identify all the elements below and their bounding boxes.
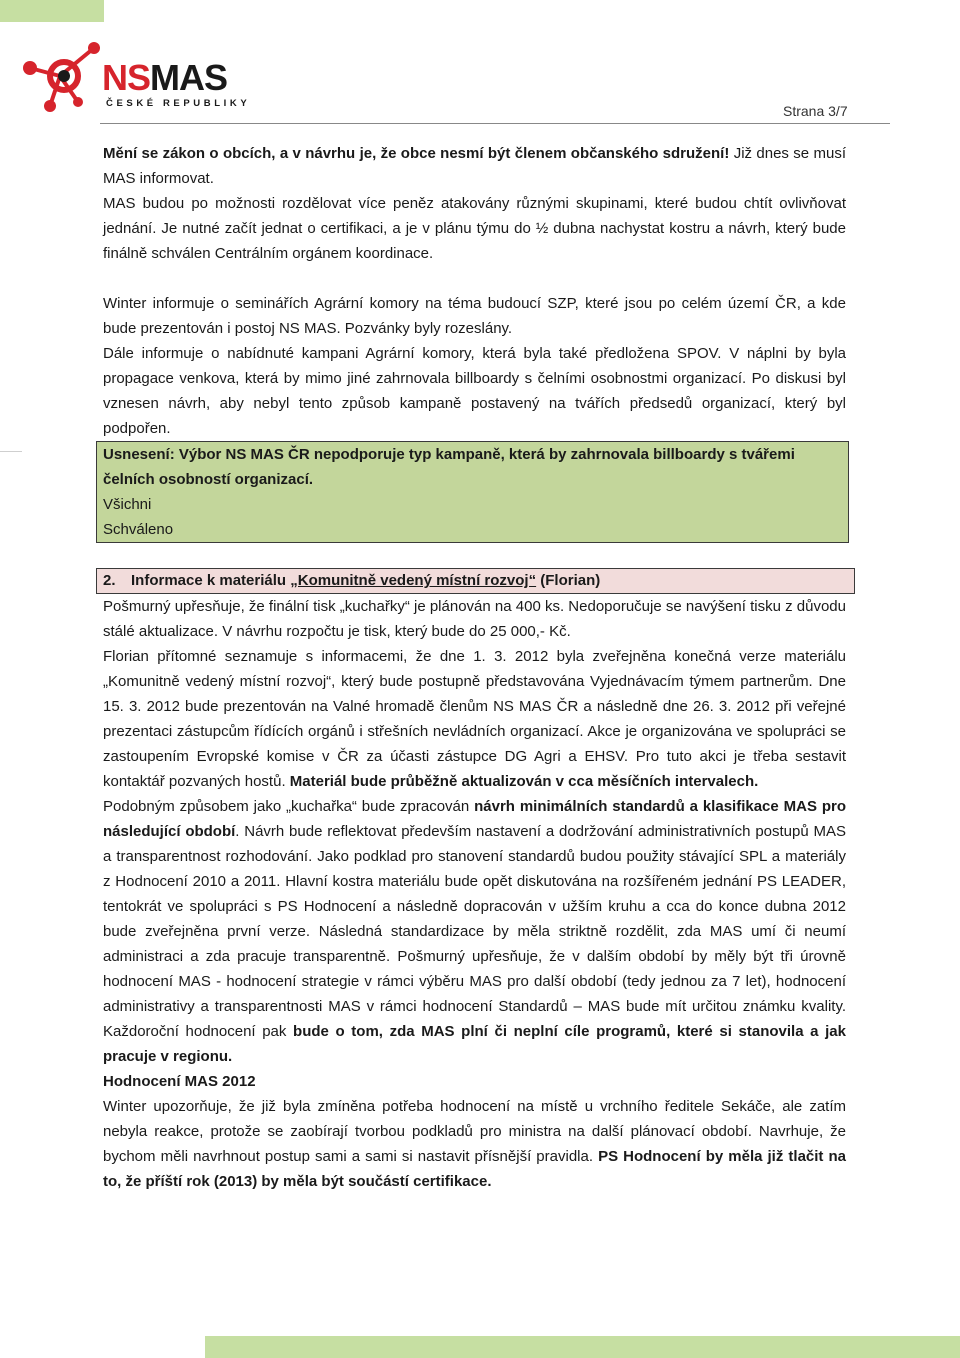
section-number: 2. (103, 572, 116, 589)
paragraph (103, 794, 846, 1069)
footer-accent-bar (205, 1336, 960, 1358)
paragraph-text: . Návrh bude reflektovat především nastavení a dodržování administrativních postupů MAS a transparentnost rozhodování. Jako podklad pro stanovení standardů budou použity stávající SPL a materiály z Hodnocení 2010 a 2011. Hlavní kostra materiálu bude opět diskutována na rozšířeném jednání PS LEADER, tentokrát ve spolupráci s PS Hodnocení a následně dopracován v užším kruhu a cca do konce dubna 2012 bude zveřejněna první verze. Následná standardizace by měla striktně rozdělit, zda MAS umí či neumí administraci a zda pracuje transparentně. Pošmurný upřesňuje, že v dalším období by měly být tři úrovně hodnocení MAS - hodnocení strategie v rámci výběru MAS pro další období (tedy jednou za 7 let), hodnocení administrativy a transparentnosti MAS v rámci hodnocení Standardů – MAS bude mít určitou známku kvality. Každoroční hodnocení pak (103, 823, 846, 1040)
resolution-vote: Všichni (103, 496, 152, 513)
logo-wordmark (102, 57, 228, 98)
subheading-text: Hodnocení MAS 2012 (103, 1073, 256, 1090)
paragraph-text: Florian přítomné seznamuje s informacemi, že dne 1. 3. 2012 byla zveřejněna konečná verze materiálu „Komunitně vedený místní rozvoj“, který bude postupně představována Vyjednávacím týmem partnerům. Dne 15. 3. 2012 bude prezentován na Valné hromadě členům NS MAS ČR a následně dne 26. 3. 2012 při veřejné prezentaci zástupcům řídících orgánů i střešních nevládních organizací. Akce je organizována ve spolupráci se zastoupením Evropské komise v ČR za účasti zástupce DG Agri a EHSV. Pro tuto akci je třeba sestavit kontaktář pozvaných hostů. (103, 648, 846, 790)
logo-subtitle: ČESKÉ REPUBLIKY (106, 98, 251, 109)
paragraph: Winter informuje o seminářích Agrární komory na téma budoucí SZP, které jsou po celém území ČR, a kde bude prezentován i postoj NS MAS. Pozvánky byly rozeslány. (103, 295, 846, 337)
section-heading-box (96, 568, 855, 594)
resolution-result: Schváleno (103, 521, 174, 538)
resolution-box (96, 441, 849, 543)
resolution-text (103, 442, 848, 492)
paragraph: Dále informuje o nabídnuté kampani Agrární komory, která byla také předložena SPOV. V náplni by byla propagace venkova, která by mimo jiné zahrnovala billboardy s čelními osobnostmi organizací. Po diskusi byl vznesen návrh, aby nebyl tento způsob kampaně postavený na tvářích předsedů organizací, který byl podpořen. (103, 345, 846, 437)
logo-mas: MAS (150, 57, 228, 98)
section-title-presenter: (Florian) (536, 572, 601, 589)
paragraph (103, 1094, 846, 1194)
paragraph (103, 644, 846, 794)
document-body (103, 141, 846, 1194)
paragraph-text: Winter upozorňuje, že již byla zmíněna potřeba hodnocení na místě u vrchního ředitele Sekáče, ale zatím nebyla reakce, protože se zaobírají tvorbou podkladů pro ministra na další plánovací období. Navrhuje, že bychom měli navrhnout postup sami a sami si nastavit přísnější pravidla. (103, 1098, 846, 1165)
paragraph-text: Již dnes se musí MAS informovat. (103, 145, 846, 187)
section-title: Informace k materiálu (131, 572, 291, 589)
margin-mark (0, 451, 22, 452)
bold-statement: Mění se zákon o obcích, a v návrhu je, že obce nesmí být členem občanského sdružení! (103, 145, 730, 162)
corner-accent-bar (0, 0, 104, 22)
bold-statement: Materiál bude průběžně aktualizován v cca měsíčních intervalech. (289, 773, 759, 790)
paragraph: Pošmurný upřesňuje, že finální tisk „kuchařky“ je plánován na 400 ks. Nedoporučuje se navýšení tisku z důvodu stálé aktualizace. V návrhu rozpočtu je tisk, který bude do 25 000,- Kč. (103, 598, 846, 640)
subheading (103, 1069, 846, 1094)
paragraph (103, 141, 846, 191)
paragraph-text: Podobným způsobem jako „kuchařka“ bude zpracován (103, 798, 475, 815)
network-molecule-icon (20, 40, 110, 114)
header-divider (100, 123, 890, 124)
nsmas-logo (20, 40, 251, 114)
paragraph: MAS budou po možnosti rozdělovat více peněz atakovány různými skupinami, které budou chtít ovlivňovat jednání. Je nutné začít jednat o certifikaci, a je v plánu týmu do ½ dubna nachystat kostru a návrh, který bude finálně schválen Centrálním orgánem koordinace. (103, 195, 846, 262)
bold-statement: PS Hodnocení by měla již tlačit na to, že příští rok (2013) by měla být součástí certifikace. (103, 1148, 846, 1190)
resolution-label: Usnesení: (103, 446, 175, 463)
bold-statement: bude o tom, zda MAS plní či neplní cíle programů, které si stanovila a jak pracuje v regionu. (103, 1023, 846, 1065)
resolution-statement: Výbor NS MAS ČR nepodporuje typ kampaně, která by zahrnovala billboardy s tvářemi čelních osobností organizací. (103, 446, 795, 488)
section-title-quote: „Komunitně vedený místní rozvoj“ (290, 572, 537, 589)
logo-ns: NS (102, 57, 151, 98)
bold-statement: návrh minimálních standardů a klasifikace MAS pro následující období (103, 798, 846, 840)
page-number: Strana 3/7 (783, 103, 848, 119)
